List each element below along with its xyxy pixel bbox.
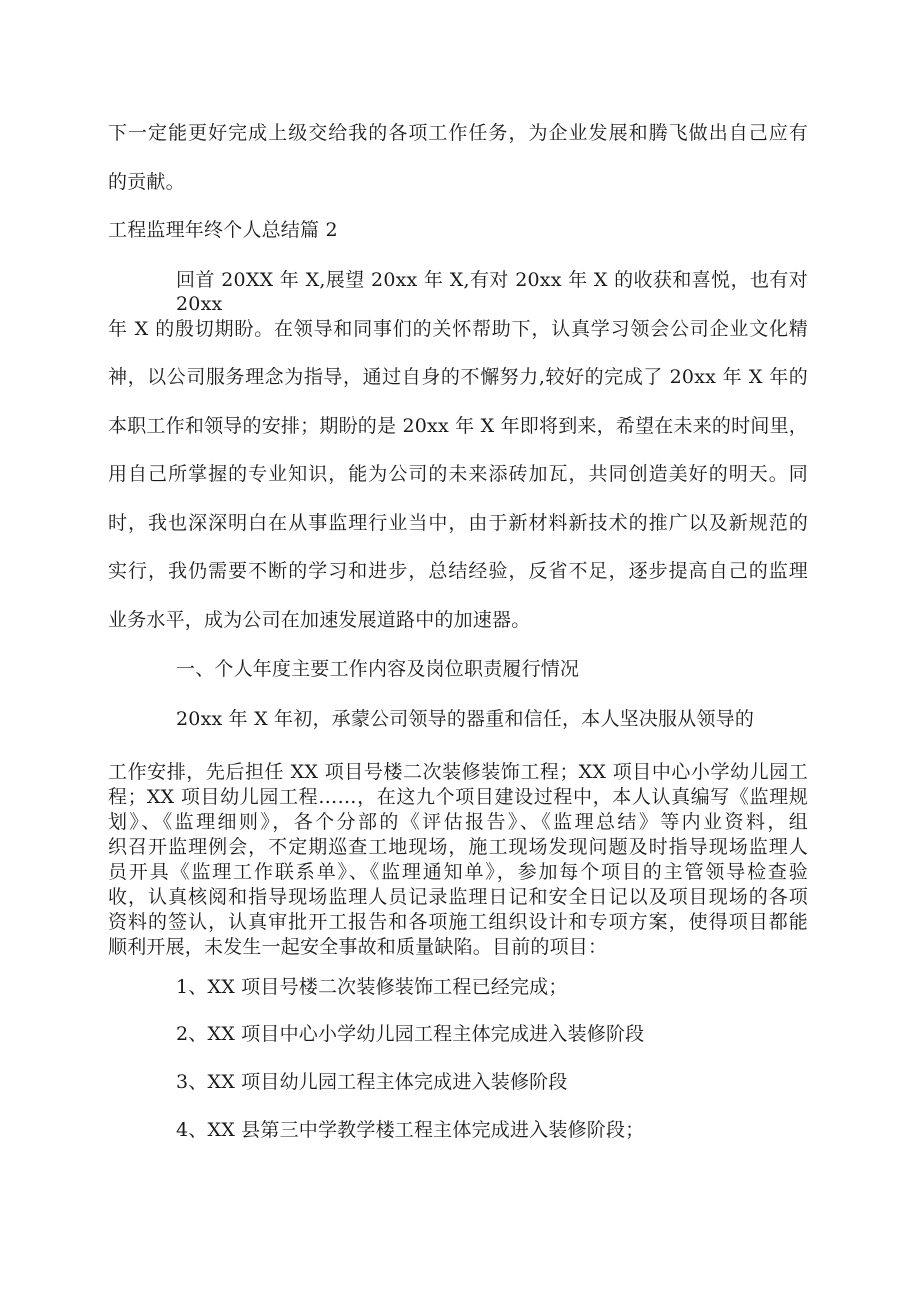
paragraph-line: 回首 20XX 年 X,展望 20xx 年 X,有对 20xx 年 X 的收获和喜悦，也有对 20xx [176,269,808,315]
paragraph-line: 实行，我仍需要不断的学习和进步，总结经验，反省不足，逐步提高自己的监理 [108,560,808,582]
paragraph-line: 程；XX 项目幼儿园工程……，在这九个项目建设过程中，本人认真编写《监理规 [108,786,808,808]
list-item: 2、XX 项目中心小学幼儿园工程主体完成进入装修阶段 [176,1023,645,1045]
paragraph-line: 收，认真核阅和指导现场监理人员记录监理日记和安全日记以及项目现场的各项 [108,886,808,908]
paragraph-line: 神，以公司服务理念为指导，通过自身的不懈努力,较好的完成了 20xx 年 X 年的 [108,366,808,388]
paragraph-line: 下一定能更好完成上级交给我的各项工作任务，为企业发展和腾飞做出自己应有 [108,122,808,144]
paragraph-line: 年 X 的殷切期盼。在领导和同事们的关怀帮助下，认真学习领会公司企业文化精 [108,318,808,340]
paragraph-line: 织召开监理例会，不定期巡查工地现场，施工现场发现问题及时指导现场监理人 [108,836,808,858]
section-title: 工程监理年终个人总结篇 2 [108,219,338,241]
list-item: 4、XX 县第三中学教学楼工程主体完成进入装修阶段； [176,1119,645,1141]
paragraph-line: 业务水平，成为公司在加速发展道路中的加速器。 [108,609,531,631]
list-item: 1、XX 项目号楼二次装修装饰工程已经完成； [176,976,568,998]
list-item: 3、XX 项目幼儿园工程主体完成进入装修阶段 [176,1071,568,1093]
paragraph-line: 的贡献。 [108,171,185,193]
paragraph-line: 本职工作和领导的安排；期盼的是 20xx 年 X 年即将到来，希望在未来的时间里， [108,415,808,437]
paragraph-line: 员开具《监理工作联系单》、《监理通知单》，参加每个项目的主管领导检查验 [108,861,808,883]
paragraph-line: 时，我也深深明白在从事监理行业当中，由于新材料新技术的推广以及新规范的 [108,512,808,534]
paragraph-line: 划》、《监理细则》，各个分部的《评估报告》、《监理总结》等内业资料，组 [108,811,808,833]
paragraph-line: 用自己所掌握的专业知识，能为公司的未来添砖加瓦，共同创造美好的明天。同 [108,463,808,485]
paragraph-line: 20xx 年 X 年初，承蒙公司领导的器重和信任，本人坚决服从领导的 [176,708,755,730]
paragraph-line: 工作安排，先后担任 XX 项目号楼二次装修装饰工程；XX 项目中心小学幼儿园工 [108,761,808,783]
paragraph-line: 资料的签认，认真审批开工报告和各项施工组织设计和专项方案，使得项目都能 [108,911,808,933]
section-heading: 一、个人年度主要工作内容及岗位职责履行情况 [176,658,580,680]
paragraph-line: 顺利开展，未发生一起安全事故和质量缺陷。目前的项目： [108,936,608,958]
